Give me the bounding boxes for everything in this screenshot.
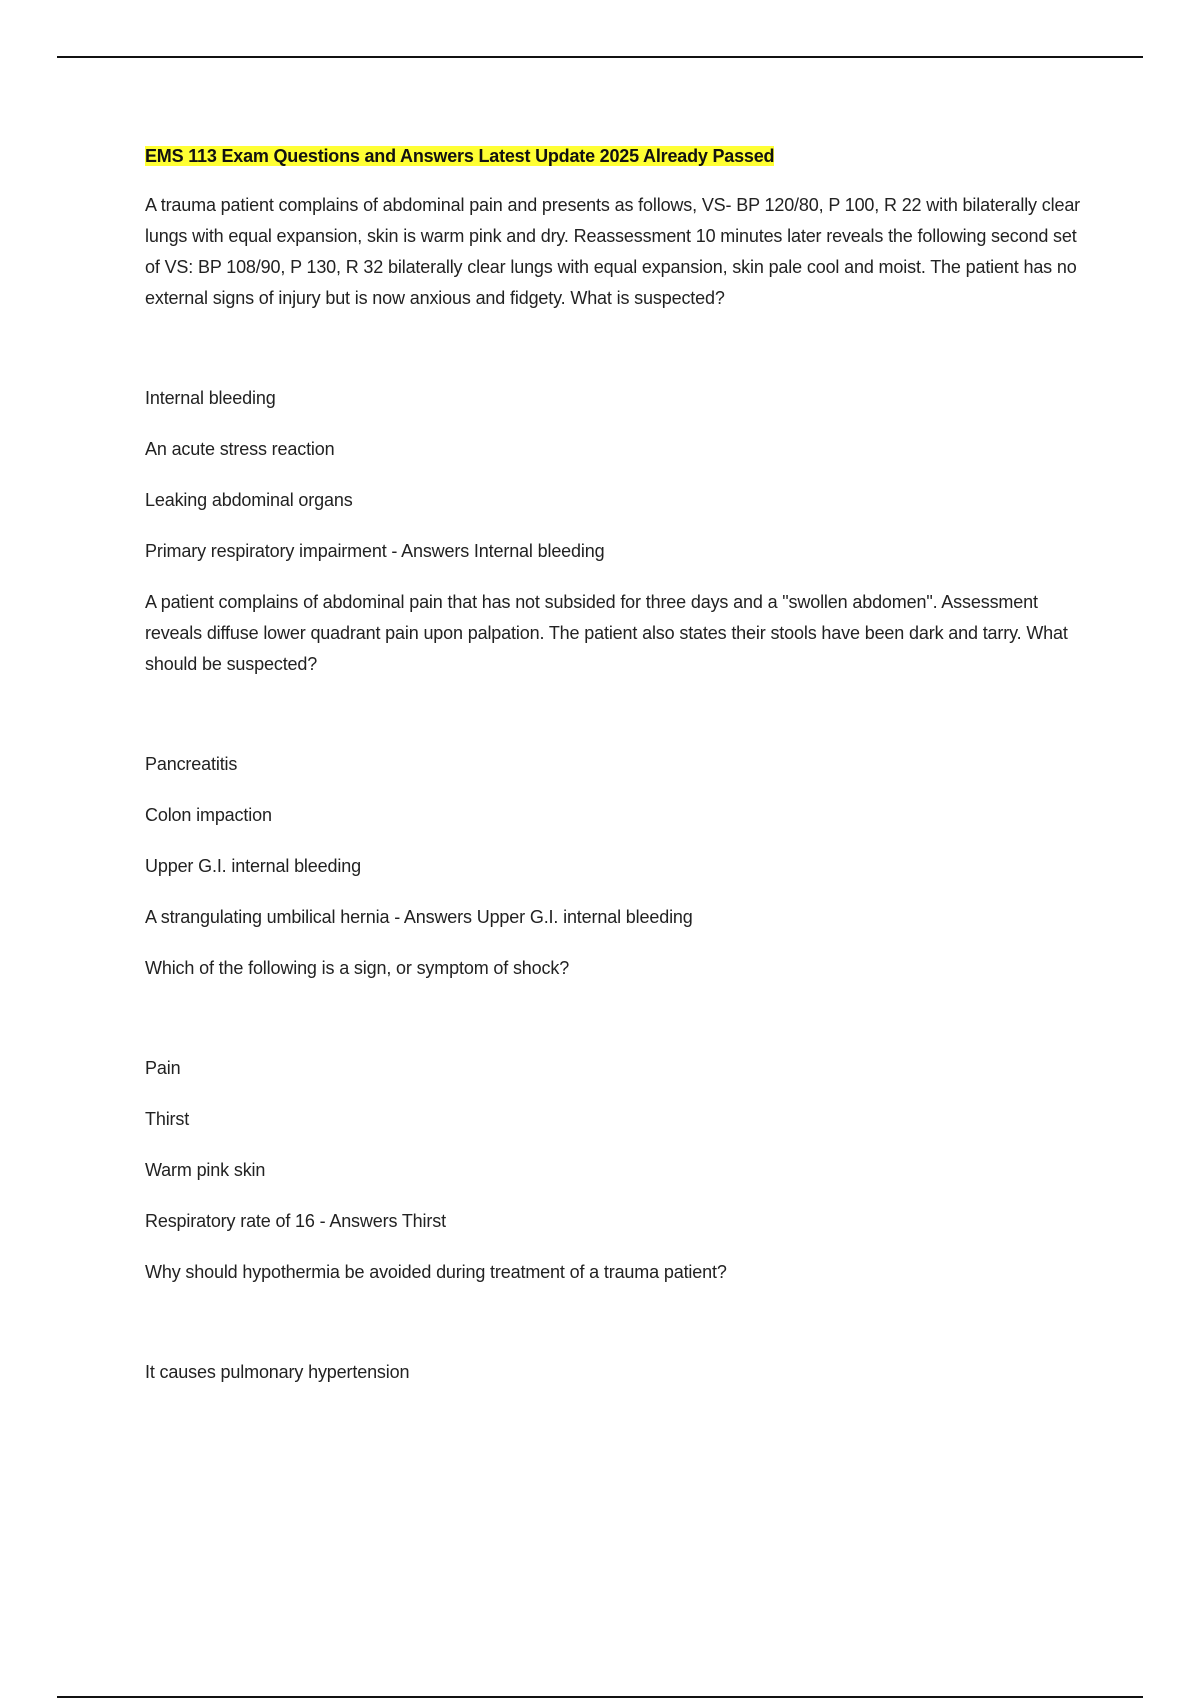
spacer <box>145 693 1085 749</box>
q2-option-1: Pancreatitis <box>145 754 238 774</box>
q1-option-1: Internal bleeding <box>145 388 276 408</box>
document-title: EMS 113 Exam Questions and Answers Latest Update 2025 Already Passed <box>145 146 775 166</box>
q3-option-4-answer: Respiratory rate of 16 - Answers Thirst <box>145 1211 446 1231</box>
q1-option-4-answer: Primary respiratory impairment - Answers Internal bleeding <box>145 541 605 561</box>
q2-option-4-answer: A strangulating umbilical hernia - Answers Upper G.I. internal bleeding <box>145 907 693 927</box>
q3-option-3: Warm pink skin <box>145 1160 266 1180</box>
bottom-rule <box>57 1696 1143 1698</box>
question-4: Why should hypothermia be avoided during treatment of a trauma patient? <box>145 1262 727 1282</box>
question-1: A trauma patient complains of abdominal pain and presents as follows, VS- BP 120/80, P 100, R 22 with bilaterally clear lungs with equal expansion, skin is warm pink and dry. Reassessment 10 minutes later reveals the following second set of VS: BP 108/90, P 130, R 32 bilaterally clear lungs with equal expansion, skin pale cool and moist. The patient has no external signs of injury but is now anxious and fidgety. What is suspected? <box>145 195 1081 308</box>
question-3: Which of the following is a sign, or symptom of shock? <box>145 958 570 978</box>
q2-option-2: Colon impaction <box>145 805 272 825</box>
q4-option-1: It causes pulmonary hypertension <box>145 1362 410 1382</box>
spacer <box>145 327 1085 383</box>
question-2: A patient complains of abdominal pain that has not subsided for three days and a "swollen abdomen". Assessment reveals diffuse lower quadrant pain upon palpation. The patient also states their stools have been dark and tarry. What should be suspected? <box>145 592 1068 674</box>
q3-option-1: Pain <box>145 1058 181 1078</box>
spacer <box>145 997 1085 1053</box>
title-block <box>145 143 1085 171</box>
q2-option-3: Upper G.I. internal bleeding <box>145 856 361 876</box>
q1-option-2: An acute stress reaction <box>145 439 335 459</box>
q1-option-3: Leaking abdominal organs <box>145 490 353 510</box>
q3-option-2: Thirst <box>145 1109 190 1129</box>
spacer <box>145 1301 1085 1357</box>
document-body <box>145 143 1085 1408</box>
top-rule <box>57 56 1143 58</box>
